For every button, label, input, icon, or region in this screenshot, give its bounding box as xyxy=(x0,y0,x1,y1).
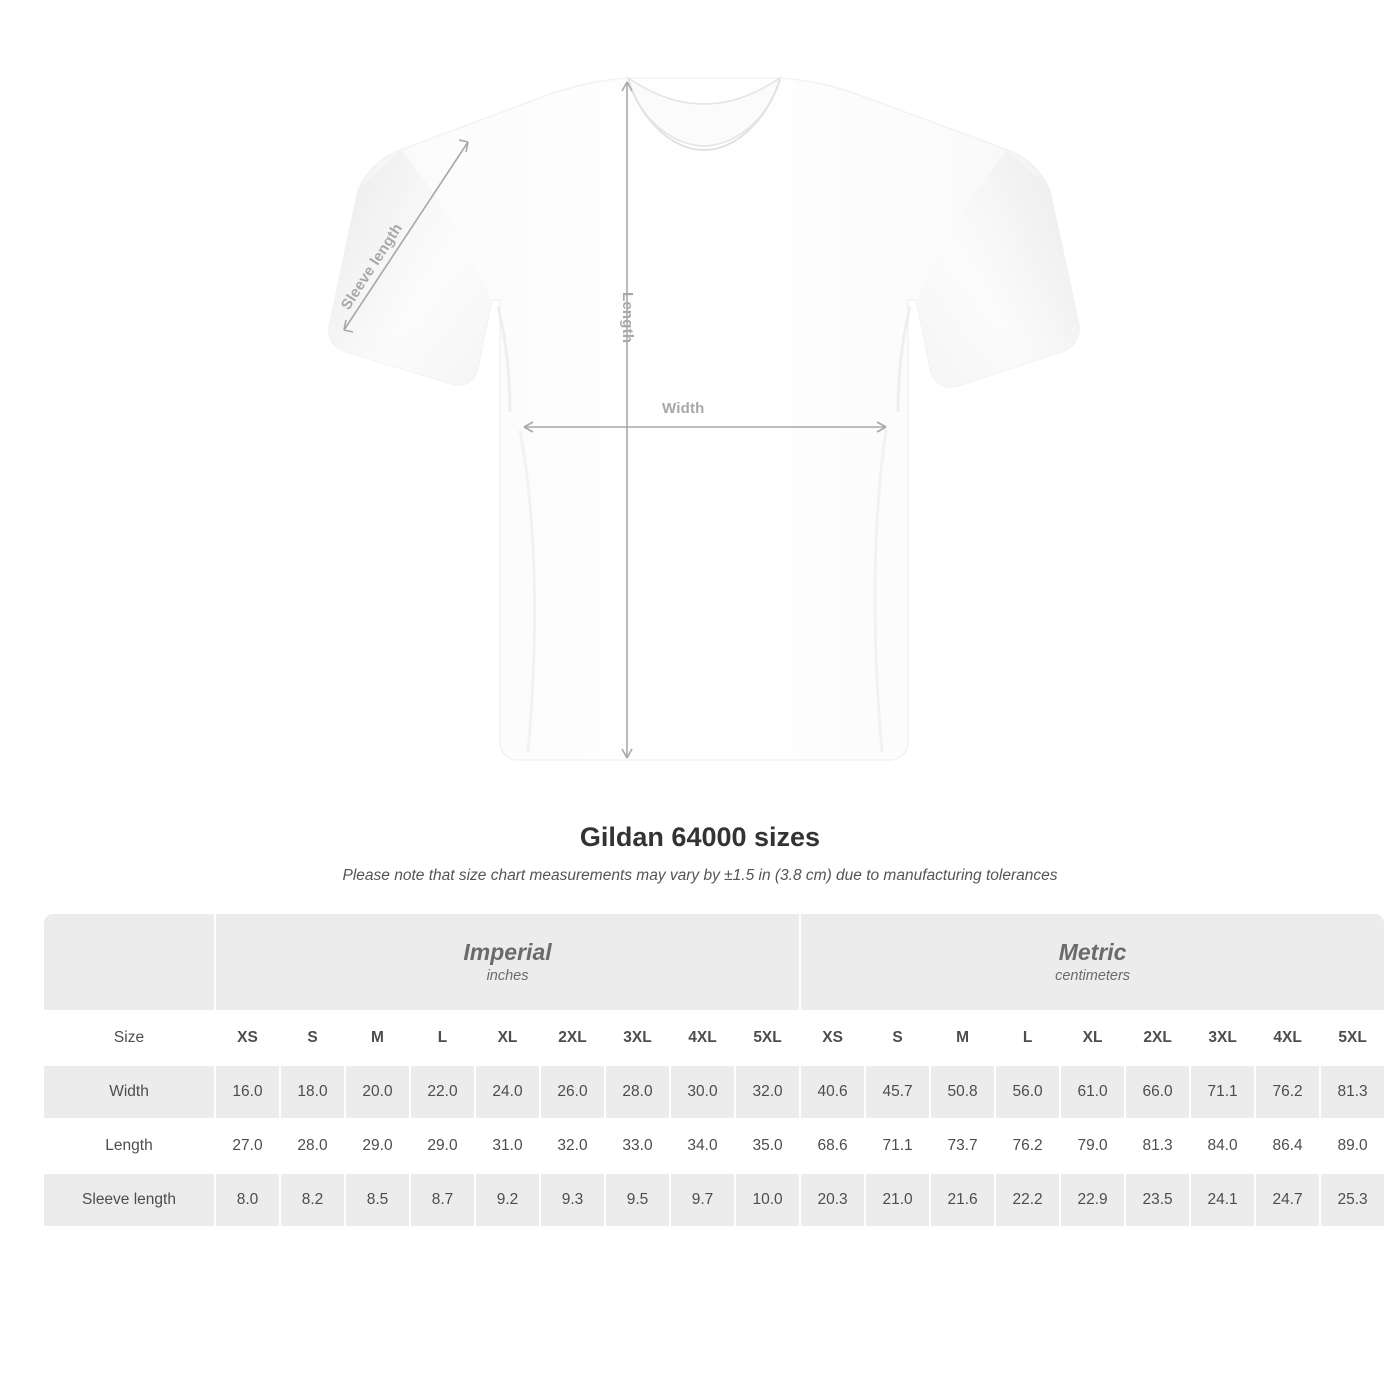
length-5xl-cm: 89.0 xyxy=(1321,1120,1384,1172)
size-header-2xl-metric: 2XL xyxy=(1126,1012,1189,1064)
system-name-imperial: Imperial xyxy=(463,938,552,965)
sleeve-m-in: 8.5 xyxy=(346,1174,409,1226)
size-header-3xl-imperial: 3XL xyxy=(606,1012,669,1064)
sleeve-3xl-in: 9.5 xyxy=(606,1174,669,1226)
width-5xl-cm: 81.3 xyxy=(1321,1066,1384,1118)
sleeve-m-cm: 21.6 xyxy=(931,1174,994,1226)
size-header-4xl-metric: 4XL xyxy=(1256,1012,1319,1064)
sleeve-4xl-in: 9.7 xyxy=(671,1174,734,1226)
shirt-body xyxy=(329,78,1079,760)
length-xs-cm: 68.6 xyxy=(801,1120,864,1172)
sleeve-xs-in: 8.0 xyxy=(216,1174,279,1226)
length-xl-cm: 79.0 xyxy=(1061,1120,1124,1172)
row-label-width: Width xyxy=(44,1066,214,1118)
length-5xl-in: 35.0 xyxy=(736,1120,799,1172)
system-header-metric xyxy=(801,914,1384,1010)
table-row-sleeve-length xyxy=(44,1174,1384,1226)
size-header-4xl-imperial: 4XL xyxy=(671,1012,734,1064)
sleeve-length-dimension-label: Sleeve length xyxy=(337,220,407,313)
length-s-cm: 71.1 xyxy=(866,1120,929,1172)
sleeve-s-cm: 21.0 xyxy=(866,1174,929,1226)
sleeve-xs-cm: 20.3 xyxy=(801,1174,864,1226)
tolerance-note: Please note that size chart measurements may vary by ±1.5 in (3.8 cm) due to manufacturing tolerances xyxy=(342,867,1058,884)
length-4xl-in: 34.0 xyxy=(671,1120,734,1172)
sleeve-3xl-cm: 24.1 xyxy=(1191,1174,1254,1226)
width-4xl-cm: 76.2 xyxy=(1256,1066,1319,1118)
size-column-label: Size xyxy=(44,1012,214,1064)
sleeve-5xl-cm: 25.3 xyxy=(1321,1174,1384,1226)
width-m-cm: 50.8 xyxy=(931,1066,994,1118)
length-4xl-cm: 86.4 xyxy=(1256,1120,1319,1172)
size-chart-table-wrapper xyxy=(42,912,1368,1228)
size-header-2xl-imperial: 2XL xyxy=(541,1012,604,1064)
size-header-l-metric: L xyxy=(996,1012,1059,1064)
width-l-in: 22.0 xyxy=(411,1066,474,1118)
sleeve-xl-cm: 22.9 xyxy=(1061,1174,1124,1226)
width-3xl-in: 28.0 xyxy=(606,1066,669,1118)
length-l-cm: 76.2 xyxy=(996,1120,1059,1172)
size-header-5xl-metric: 5XL xyxy=(1321,1012,1384,1064)
system-unit-imperial: inches xyxy=(486,968,529,985)
width-2xl-cm: 66.0 xyxy=(1126,1066,1189,1118)
length-3xl-in: 33.0 xyxy=(606,1120,669,1172)
size-header-3xl-metric: 3XL xyxy=(1191,1012,1254,1064)
size-header-xl-metric: XL xyxy=(1061,1012,1124,1064)
width-s-in: 18.0 xyxy=(281,1066,344,1118)
size-header-s-metric: S xyxy=(866,1012,929,1064)
length-m-in: 29.0 xyxy=(346,1120,409,1172)
size-header-s-imperial: S xyxy=(281,1012,344,1064)
sleeve-xl-in: 9.2 xyxy=(476,1174,539,1226)
page-title: Gildan 64000 sizes xyxy=(579,822,821,852)
sleeve-4xl-cm: 24.7 xyxy=(1256,1174,1319,1226)
length-dimension-label: Length xyxy=(619,292,636,344)
sleeve-s-in: 8.2 xyxy=(281,1174,344,1226)
length-xl-in: 31.0 xyxy=(476,1120,539,1172)
size-chart-table xyxy=(42,912,1386,1228)
row-label-length: Length xyxy=(44,1120,214,1172)
width-5xl-in: 32.0 xyxy=(736,1066,799,1118)
width-3xl-cm: 71.1 xyxy=(1191,1066,1254,1118)
size-header-m-imperial: M xyxy=(346,1012,409,1064)
system-header-imperial xyxy=(216,914,799,1010)
size-header-xl-imperial: XL xyxy=(476,1012,539,1064)
table-system-header-row xyxy=(44,914,1384,1010)
width-dimension-label: Width xyxy=(662,400,705,417)
length-2xl-cm: 81.3 xyxy=(1126,1120,1189,1172)
length-2xl-in: 32.0 xyxy=(541,1120,604,1172)
width-xl-in: 24.0 xyxy=(476,1066,539,1118)
size-header-l-imperial: L xyxy=(411,1012,474,1064)
sleeve-5xl-in: 10.0 xyxy=(736,1174,799,1226)
width-xs-in: 16.0 xyxy=(216,1066,279,1118)
system-name-metric: Metric xyxy=(1058,938,1127,965)
table-row-width xyxy=(44,1066,1384,1118)
sleeve-2xl-cm: 23.5 xyxy=(1126,1174,1189,1226)
width-2xl-in: 26.0 xyxy=(541,1066,604,1118)
length-m-cm: 73.7 xyxy=(931,1120,994,1172)
width-xl-cm: 61.0 xyxy=(1061,1066,1124,1118)
width-s-cm: 45.7 xyxy=(866,1066,929,1118)
sleeve-l-cm: 22.2 xyxy=(996,1174,1059,1226)
table-corner-cell xyxy=(44,914,214,1010)
size-header-5xl-imperial: 5XL xyxy=(736,1012,799,1064)
row-label-sleeve-length: Sleeve length xyxy=(44,1174,214,1226)
title-block xyxy=(0,822,1400,885)
system-unit-metric: centimeters xyxy=(1055,968,1131,985)
sleeve-l-in: 8.7 xyxy=(411,1174,474,1226)
size-header-xs-metric: XS xyxy=(801,1012,864,1064)
table-size-header-row xyxy=(44,1012,1384,1064)
length-l-in: 29.0 xyxy=(411,1120,474,1172)
length-xs-in: 27.0 xyxy=(216,1120,279,1172)
width-xs-cm: 40.6 xyxy=(801,1066,864,1118)
width-4xl-in: 30.0 xyxy=(671,1066,734,1118)
sleeve-2xl-in: 9.3 xyxy=(541,1174,604,1226)
size-header-xs-imperial: XS xyxy=(216,1012,279,1064)
length-s-in: 28.0 xyxy=(281,1120,344,1172)
table-row-length xyxy=(44,1120,1384,1172)
size-header-m-metric: M xyxy=(931,1012,994,1064)
length-3xl-cm: 84.0 xyxy=(1191,1120,1254,1172)
width-l-cm: 56.0 xyxy=(996,1066,1059,1118)
width-m-in: 20.0 xyxy=(346,1066,409,1118)
